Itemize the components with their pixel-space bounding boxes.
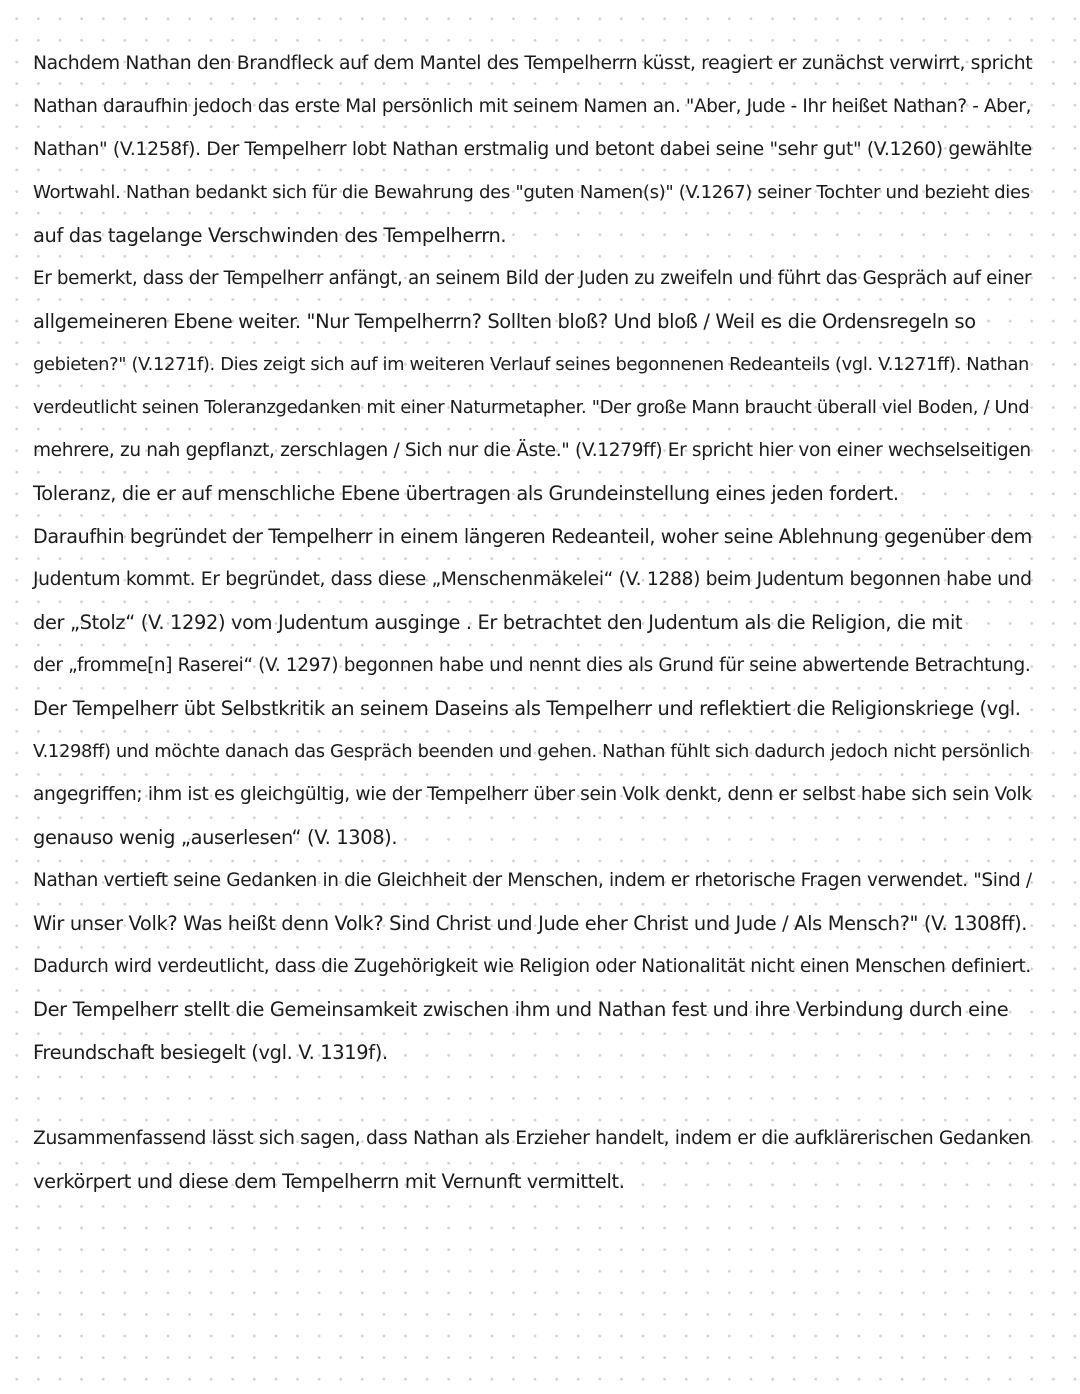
text-line: Toleranz, die er auf menschliche Ebene übertragen als Grundeinstellung eines jeden fordert.: [33, 482, 899, 505]
text-line: Daraufhin begründet der Tempelherr in einem längeren Redeanteil, woher seine Ablehnung gegenüber dem: [33, 525, 1032, 548]
text-line: mehrere, zu nah gepflanzt, zerschlagen / Sich nur die Äste." (V.1279ff) Er spricht hier von einer wechselseitigen: [33, 440, 1031, 461]
text-line: der „fromme[n] Raserei“ (V. 1297) begonnen habe und nennt dies als Grund für seine abwertende Betrachtung.: [33, 655, 1031, 676]
text-line: allgemeineren Ebene weiter. "Nur Tempelherrn? Sollten bloß? Und bloß / Weil es die Ordensregeln so: [33, 310, 976, 333]
text-line: Der Tempelherr übt Selbstkritik an seinem Daseins als Tempelherr und reflektiert die Religionskriege (vgl.: [33, 697, 1021, 720]
paragraph-conclusion: [33, 1117, 1033, 1203]
text-line: Wortwahl. Nathan bedankt sich für die Bewahrung des "guten Namen(s)" (V.1267) seiner Tochter und bezieht dies: [33, 182, 1030, 203]
paragraph-intro: [33, 42, 1033, 257]
text-line: Er bemerkt, dass der Tempelherr anfängt, an seinem Bild der Juden zu zweifeln und führt das Gespräch auf einer: [33, 268, 1032, 289]
text-line: genauso wenig „auserlesen“ (V. 1308).: [33, 826, 398, 849]
text-line: auf das tagelange Verschwinden des Tempelherrn.: [33, 224, 507, 247]
text-line: Nachdem Nathan den Brandfleck auf dem Mantel des Tempelherrn küsst, reagiert er zunächst verwirrt, spricht: [33, 53, 1033, 74]
paragraph-equality: [33, 859, 1033, 1074]
paragraph-rejection: [33, 515, 1033, 859]
text-line: Freundschaft besiegelt (vgl. V. 1319f).: [33, 1041, 388, 1064]
text-line: Judentum kommt. Er begründet, dass diese „Menschenmäkelei“ (V. 1288) beim Judentum begonnen habe und: [33, 569, 1032, 590]
text-line: Nathan" (V.1258f). Der Tempelherr lobt Nathan erstmalig und betont dabei seine "sehr gut" (V.1260) gewählte: [33, 139, 1032, 160]
text-line: Dadurch wird verdeutlicht, dass die Zugehörigkeit wie Religion oder Nationalität nicht einen Menschen definiert.: [33, 956, 1031, 977]
text-line: verdeutlicht seinen Toleranzgedanken mit einer Naturmetapher. "Der große Mann braucht überall viel Boden, / Und: [33, 397, 1030, 418]
text-line: Wir unser Volk? Was heißt denn Volk? Sind Christ und Jude eher Christ und Jude / Als Mensch?" (V. 1308ff).: [33, 912, 1028, 935]
paragraph-gap: [33, 1074, 1033, 1117]
text-line: der „Stolz“ (V. 1292) vom Judentum ausginge . Er betrachtet den Judentum als die Religion, die mit: [33, 611, 963, 634]
paragraph-tolerance: [33, 257, 1033, 515]
text-line: Zusammenfassend lässt sich sagen, dass Nathan als Erzieher handelt, indem er die aufklärerischen Gedanken: [33, 1128, 1031, 1149]
text-line: Nathan daraufhin jedoch das erste Mal persönlich mit seinem Namen an. "Aber, Jude - Ihr heißet Nathan? - Aber,: [33, 96, 1032, 117]
text-line: Nathan vertieft seine Gedanken in die Gleichheit der Menschen, indem er rhetorische Fragen verwendet. "Sind /: [33, 870, 1032, 891]
essay-text: [33, 42, 1033, 1203]
text-line: V.1298ff) und möchte danach das Gespräch beenden und gehen. Nathan fühlt sich dadurch jedoch nicht persönlich: [33, 741, 1031, 762]
text-line: Der Tempelherr stellt die Gemeinsamkeit zwischen ihm und Nathan fest und ihre Verbindung durch eine: [33, 998, 1009, 1021]
text-line: gebieten?" (V.1271f). Dies zeigt sich auf im weiteren Verlauf seines begonnenen Redeanteils (vgl. V.1271ff). Nathan: [33, 354, 1030, 375]
text-line: verkörpert und diese dem Tempelherrn mit Vernunft vermittelt.: [33, 1170, 625, 1193]
text-line: angegriffen; ihm ist es gleichgültig, wie der Tempelherr über sein Volk denkt, denn er selbst habe sich sein Volk: [33, 784, 1032, 805]
